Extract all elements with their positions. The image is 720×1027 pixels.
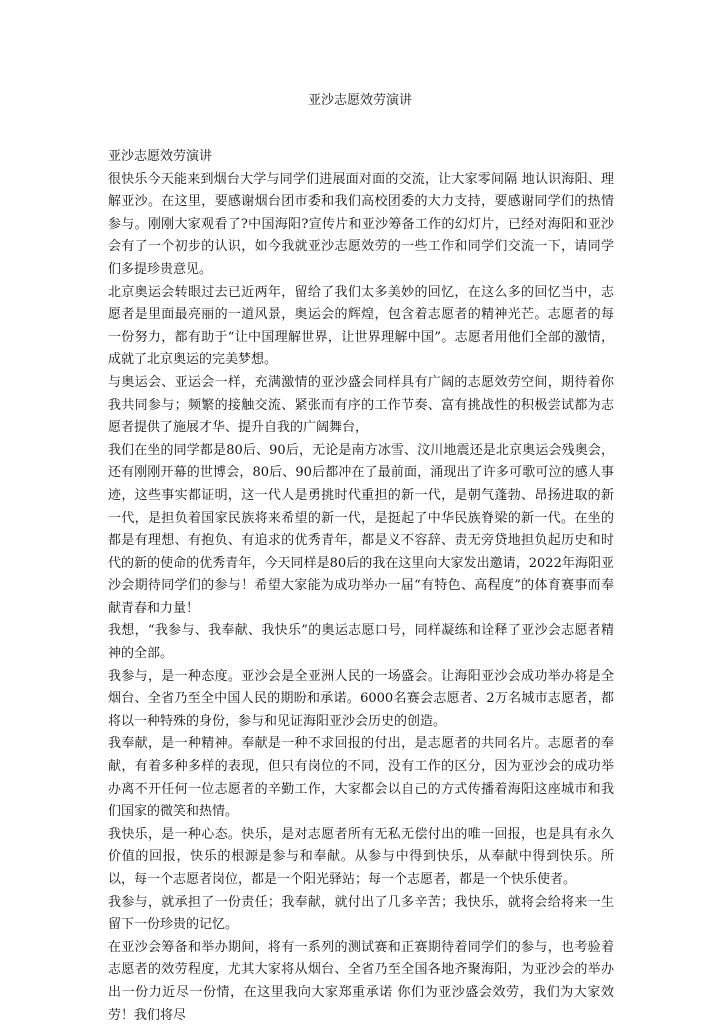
- document-title: 亚沙志愿效劳演讲: [307, 93, 412, 108]
- paragraph: 我想，“我参与、我奉献、我快乐”的奥运志愿口号，同样凝练和诠释了亚沙会志愿者精神的全部。: [108, 623, 614, 662]
- paragraph: 我参与，就承担了一份责任；我奉献，就付出了几多辛苦；我快乐，就将会给将来一生留下一份珍贵的记忆。: [108, 894, 614, 933]
- paragraph: 北京奥运会转眼过去已近两年，留给了我们太多美妙的回忆，在这么多的回忆当中，志愿者是里面最亮丽的一道风景，奥运会的辉煌，包含着志愿者的精神光芒。志愿者的每一份努力，都有助于“让中国理解世界，让世界理解中国”。志愿者用他们全部的激情，成就了北京奥运的完美梦想。: [108, 284, 614, 368]
- paragraph: 我快乐，是一种心态。快乐，是对志愿者所有无私无偿付出的唯一回报，也是具有永久价值的回报，快乐的根源是参与和奉献。从参与中得到快乐，从奉献中得到快乐。所以，每一个志愿者岗位，都是一个阳光驿站；每一个志愿者，都是一个快乐使者。: [108, 826, 614, 887]
- paragraph: 很快乐今天能来到烟台大学与同学们进展面对面的交流，让大家零间隔 地认识海阳、理解亚沙。在这里，要感谢烟台团市委和我们高校团委的大力支持，要感谢同学们的热情参与。刚刚大家观看了?中国海阳?宣传片和亚沙筹备工作的幻灯片，已经对海阳和亚沙会有了一个初步的认识，如今我就亚沙志愿效劳的一些工作和同学们交流一下，请同学们多提珍贵意见。: [108, 171, 614, 277]
- paragraph-heading: 亚沙志愿效劳演讲: [108, 149, 213, 164]
- document-body: [108, 146, 614, 1027]
- paragraph: 我参与，是一种态度。亚沙会是全亚洲人民的一场盛会。让海阳亚沙会成功举办将是全烟台、全省乃至全中国人民的期盼和承诺。6000名赛会志愿者、2万名城市志愿者，都将以一种特殊的身份，参与和见证海阳亚沙会历史的创造。: [108, 668, 614, 729]
- paragraph: 我们在坐的同学都是80后、90后，无论是南方冰雪、汶川地震还是北京奥运会残奥会，还有刚刚开幕的世博会，80后、90后都冲在了最前面，涌现出了许多可歌可泣的感人事迹，这些事实都证明，这一代人是勇挑时代重担的新一代，是朝气蓬勃、昂扬进取的新一代，是担负着国家民族将来希望的新一代，是挺起了中华民族脊梁的新一代。在坐的都是有理想、有抱负、有追求的优秀青年，都是义不容辞、责无旁贷地担负起历史和时代的新的使命的优秀青年，今天同样是80后的我在这里向大家发出邀请，2022年海阳亚沙会期待同学们的参与！希望大家能为成功举办一届“有特色、高程度”的体育赛事而奉献青春和力量！: [108, 442, 614, 616]
- paragraph: 在亚沙会筹备和举办期间，将有一系列的测试赛和正赛期待着同学们的参与，也考验着志愿者的效劳程度，尤其大家将从烟台、全省乃至全国各地齐聚海阳，为亚沙会的举办出一份力近尽一份情，在这里我向大家郑重承诺 你们为亚沙盛会效劳，我们为大家效劳！我们将尽: [108, 939, 614, 1023]
- paragraph: 与奥运会、亚运会一样，充满激情的亚沙盛会同样具有广阔的志愿效劳空间，期待着你我共同参与；频繁的接触交流、紧张而有序的工作节奏、富有挑战性的积极尝试都为志愿者提供了施展才华、提升自我的广阔舞台，: [108, 374, 614, 436]
- paragraph: 我奉献，是一种精神。奉献是一种不求回报的付出，是志愿者的共同名片。志愿者的奉献，有着多种多样的表现，但只有岗位的不同，没有工作的区分，因为亚沙会的成功举办离不开任何一位志愿者的辛勤工作，大家都会以自己的方式传播着海阳这座城市和我们国家的微笑和热情。: [108, 736, 614, 820]
